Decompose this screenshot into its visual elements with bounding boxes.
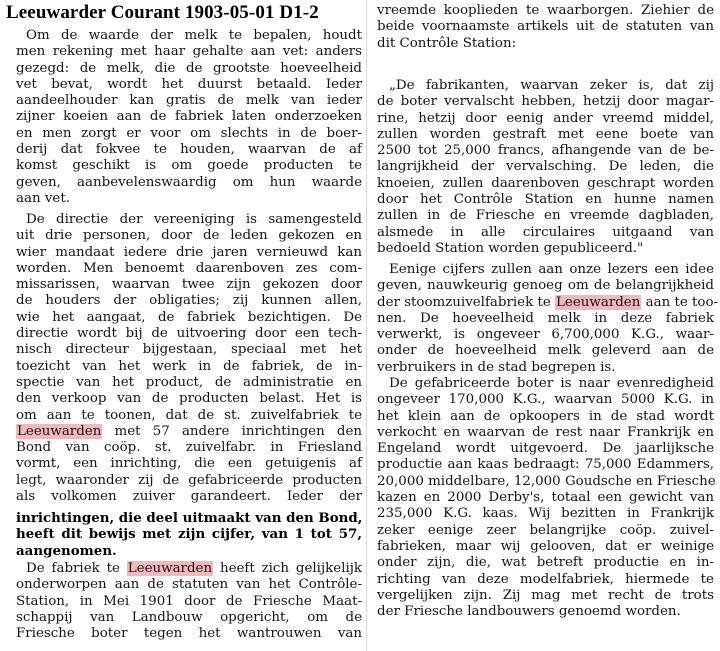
text-line: geven, aanbevelenswaardig om hun waarde xyxy=(16,174,362,190)
text-line-highlighted: der stoomzuivelfabriek te Leeuwarden aan te too- xyxy=(377,294,719,310)
text-line: de boter vervalscht hebben, hetzij door magar- xyxy=(377,94,714,110)
text-line: als volkomen zuiver garandeert. Ieder der xyxy=(16,489,362,505)
text-line: 235,000 K.G. kaas. Wij bezitten in Frankrijk xyxy=(377,506,714,522)
page-title: Leeuwarder Courant 1903-05-01 D1-2 xyxy=(6,2,319,23)
text-line: verwerkt, is ongeveer 6,700,000 K.G., waar- xyxy=(377,327,714,343)
text-line: gezegd: de melk, die de grootste hoeveelheid xyxy=(16,60,362,76)
text-line: Engeland wordt uitgevoerd. De jaarlijksche xyxy=(377,441,714,457)
right-paragraph-3 xyxy=(367,262,720,376)
text-line: worden. Men benoemt daarenboven zes com- xyxy=(16,260,362,276)
text-line: aandeelhouder kan gratis de melk van ieder xyxy=(16,93,362,109)
text-line: knoeien, zullen daarenboven geschrapt worden xyxy=(377,175,714,191)
text-line: verbruikers in de stad begrepen is. xyxy=(377,359,616,375)
text-line: wie het aangaat, de fabriek bezichtigen. De xyxy=(16,309,362,325)
text-line: 20,000 middelbare, 12,000 Goudsche en Friesche xyxy=(377,473,716,489)
text-line: de houders der obligaties; zij kunnen allen, xyxy=(16,293,362,309)
text-line: vormt, een inrichting, die een getuigenis af xyxy=(16,456,362,472)
text-line: langrijkheid der vervalsching. De leden, die xyxy=(377,159,714,175)
right-paragraph-2 xyxy=(367,78,720,257)
highlight-leeuwarden: Leeuwarden xyxy=(17,423,102,439)
text-line: men rekening met haar gehalte aan vet: anders xyxy=(16,44,362,60)
right-paragraph-4 xyxy=(367,376,720,620)
text-line: De gefabriceerde boter is naar evenredigheid xyxy=(389,376,714,391)
right-column xyxy=(367,0,720,651)
highlight-leeuwarden: Leeuwarden xyxy=(556,294,641,310)
text-line: zullen in de Friesche en vreemde dagbladen, xyxy=(377,208,714,224)
text-line: nen. De hoeveelheid melk in deze fabriek xyxy=(377,310,714,326)
text-line: der Friesche landbouwers genoemd worden. xyxy=(377,604,681,620)
text-line: wier mandaat iedere drie jaren vernieuwd kan xyxy=(16,244,362,260)
text-line: zijner koeien aan de fabriek laten onderzoeken xyxy=(16,109,362,125)
text-line: vergelijken zijn. Zij mag met recht de trots xyxy=(377,587,714,603)
text-line: directie wordt bij de uitvoering door een tech- xyxy=(16,326,362,342)
text-line: productie aan kaas bedraagt: 75,000 Edammers, xyxy=(377,457,714,473)
text-line: geven, nauwkeurig genoeg om de belangrijkheid xyxy=(377,278,714,294)
text-line: inrichtingen, die deel uitmaakt van den Bond, xyxy=(16,510,363,526)
left-paragraph-2 xyxy=(0,212,366,505)
text-line: derij dat fokvee te houden, waarvan de af xyxy=(16,142,362,158)
text-line: De directie der vereeniging is samengesteld xyxy=(26,212,362,227)
text-line: schappij van Landbouw opgericht, om de xyxy=(16,609,362,625)
text-line: zeker eenige zeer belangrijke coöp. zuivel- xyxy=(377,522,714,538)
text-line: 2500 tot 25,000 francs, afhangende van de be- xyxy=(377,143,714,159)
text-line: heeft dit bewijs met zijn cijfer, van 1 tot 57, xyxy=(16,526,362,543)
text-line: bedoeld Station worden gepubliceerd." xyxy=(377,240,644,256)
text-line: onder de hoeveelheid melk geleverd aan de xyxy=(377,343,714,359)
text-line: rine, hetzij door eenig ander vreemd middel, xyxy=(377,110,714,126)
text-line: kazen en 2000 Derby's, totaal een gewicht van xyxy=(377,490,714,506)
text-line: aangenomen. xyxy=(16,542,117,559)
text-line: Eenige cijfers zullen aan onze lezers een idee xyxy=(389,262,714,277)
text-line: ongeveer 170,000 K.G., waarvan 5000 K.G. in xyxy=(377,392,714,408)
text-line: toezicht van het werk in de fabriek, de in- xyxy=(16,358,362,374)
highlight-leeuwarden: Leeuwarden xyxy=(127,561,213,576)
left-paragraph-3 xyxy=(0,510,366,559)
left-paragraph-1 xyxy=(0,28,366,207)
text-line: alsmede in alle circulaires uitgaand van xyxy=(377,224,714,240)
text-line: uit drie personen, door de leden gekozen en xyxy=(16,228,362,244)
text-line: Station, in Mei 1901 door de Friesche Maat- xyxy=(16,593,362,609)
text-line: vreemde kooplieden te waarborgen. Ziehier de xyxy=(377,3,714,18)
text-line: Om de waarde der melk te bepalen, houdt xyxy=(26,28,362,43)
text-line-highlighted: De fabriek te Leeuwarden heeft zich gelijkelijk xyxy=(26,561,362,576)
text-line: fabrieken, maar wij gelooven, dat er weinige xyxy=(377,538,714,554)
text-line: legt, waaronder zij de gefabriceerde producten xyxy=(16,472,362,488)
text-line: dit Contrôle Station: xyxy=(377,35,517,51)
text-line: komst geschikt is om goede producten te xyxy=(16,158,362,174)
text-line: het klein aan de opkoopers in de stad wordt xyxy=(377,408,714,424)
left-paragraph-4 xyxy=(0,561,366,642)
text-line: beide voornaamste artikels uit de statuten van xyxy=(377,19,714,35)
text-line: „De fabrikanten, waarvan zeker is, dat zij xyxy=(389,78,714,93)
text-line: onderworpen aan de statuten van het Contrôle- xyxy=(16,577,362,593)
text-line: nisch directeur bijgestaan, speciaal met het xyxy=(16,342,362,358)
text-line: door het Contrôle Station en hunne namen xyxy=(377,192,714,208)
text-line-highlighted: Leeuwarden met 57 andere inrichtingen den xyxy=(17,423,362,439)
text-line: om aan te toonen, dat de st. zuivelfabriek te xyxy=(16,407,362,423)
text-line: onder zijn, die, wat betreft productie en in- xyxy=(377,555,714,571)
text-line: den verkoop van de producten belast. Het is xyxy=(16,391,362,407)
text-line: verkocht en waarvan de rest naar Frankrijk en xyxy=(377,424,714,440)
text-line: zullen worden gestraft met eene boete van xyxy=(377,126,714,142)
right-paragraph-1 xyxy=(367,3,720,52)
text-line: aan vet. xyxy=(16,190,70,206)
text-line: richting van deze modelfabriek, hiermede te xyxy=(377,571,714,587)
text-line: Friesche boter tegen het wantrouwen van xyxy=(16,626,362,642)
text-line: spectie van het product, de administratie en xyxy=(16,374,362,390)
text-line: Bond van coöp. st. zuivelfabr. in Friesland xyxy=(16,440,362,456)
text-line: en men zorgt er voor om slechts in de boer- xyxy=(16,125,362,141)
text-line: vet bevat, wordt het duurst betaald. Ieder xyxy=(16,76,362,92)
text-line: missarissen, waarvan twee zijn gekozen door xyxy=(16,277,362,293)
